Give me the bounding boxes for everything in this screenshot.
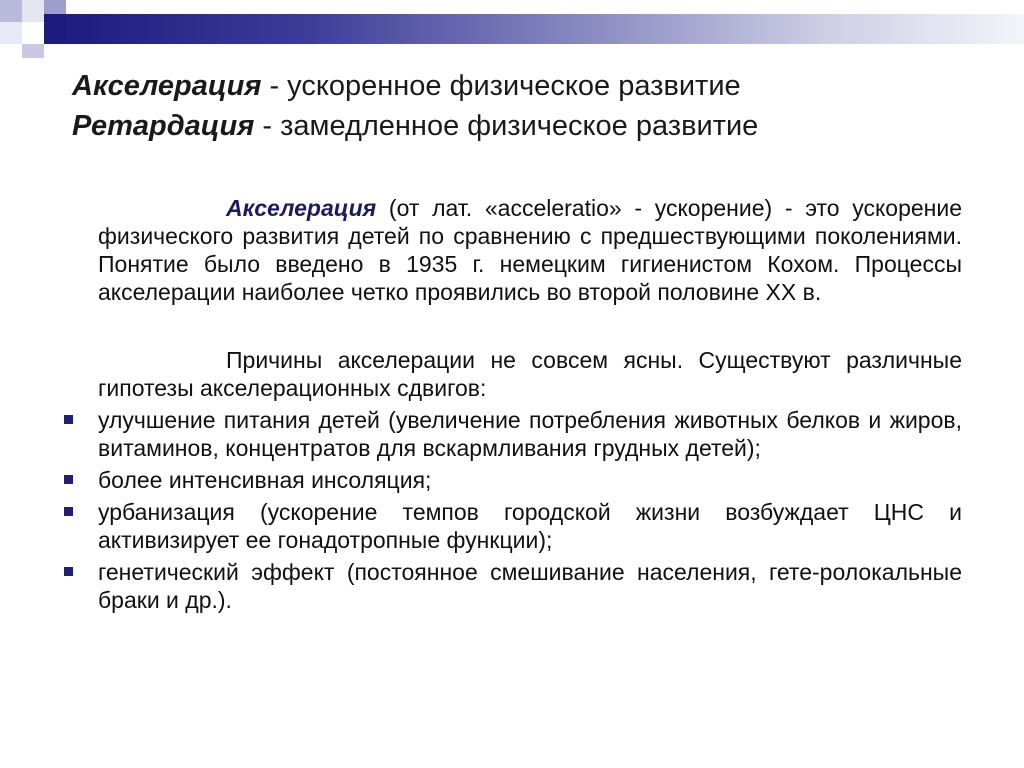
- title-line-acceleration: [72, 66, 758, 106]
- list-item: более интенсивная инсоляция;: [98, 466, 962, 494]
- slide-body: [98, 194, 962, 618]
- header-decoration: [0, 0, 1024, 60]
- causes-paragraph: [98, 346, 962, 402]
- list-item: урбанизация (ускорение темпов городской жизни возбуждает ЦНС и активизирует ее гонадотропные функции);: [98, 498, 962, 554]
- decor-square: [0, 0, 22, 22]
- bullet-square-icon: [64, 475, 73, 484]
- intro-paragraph: [98, 194, 962, 306]
- bullet-square-icon: [64, 415, 73, 424]
- causes-list: [98, 406, 962, 614]
- slide-title: [72, 66, 758, 146]
- decor-square: [44, 14, 66, 44]
- title-term-retardation: Ретардация: [72, 110, 255, 142]
- decor-square: [22, 0, 44, 22]
- title-line-retardation: [72, 106, 758, 146]
- list-item: генетический эффект (постоянное смешивание населения, гете-ролокальные браки и др.).: [98, 558, 962, 614]
- causes-text: Причины акселерации не совсем ясны. Существуют различные гипотезы акселерационных сдвигов:: [98, 347, 962, 401]
- title-def-retardation: - замедленное физическое развитие: [254, 110, 759, 142]
- bullet-square-icon: [64, 567, 73, 576]
- bullet-square-icon: [64, 507, 73, 516]
- title-def-acceleration: - ускоренное физическое развитие: [261, 70, 741, 102]
- intro-text: (от лат. «acceleratio» - ускорение) - это ускорение физического развития детей по сравнению с предшествующими поколениями. Понятие было введено в 1935 г. немецким гигиенистом Кохом. Процессы акселерации наиболее четко проявились во второй половине XX в.: [98, 195, 962, 305]
- decor-square: [22, 22, 44, 44]
- list-item: улучшение питания детей (увеличение потребления животных белков и жиров, витаминов, концентратов для вскармливания грудных детей);: [98, 406, 962, 462]
- header-gradient-bar: [56, 14, 1024, 44]
- title-term-acceleration: Акселерация: [72, 70, 262, 102]
- decor-square: [22, 44, 44, 58]
- intro-term: Акселерация: [226, 195, 377, 221]
- decor-square: [0, 22, 22, 44]
